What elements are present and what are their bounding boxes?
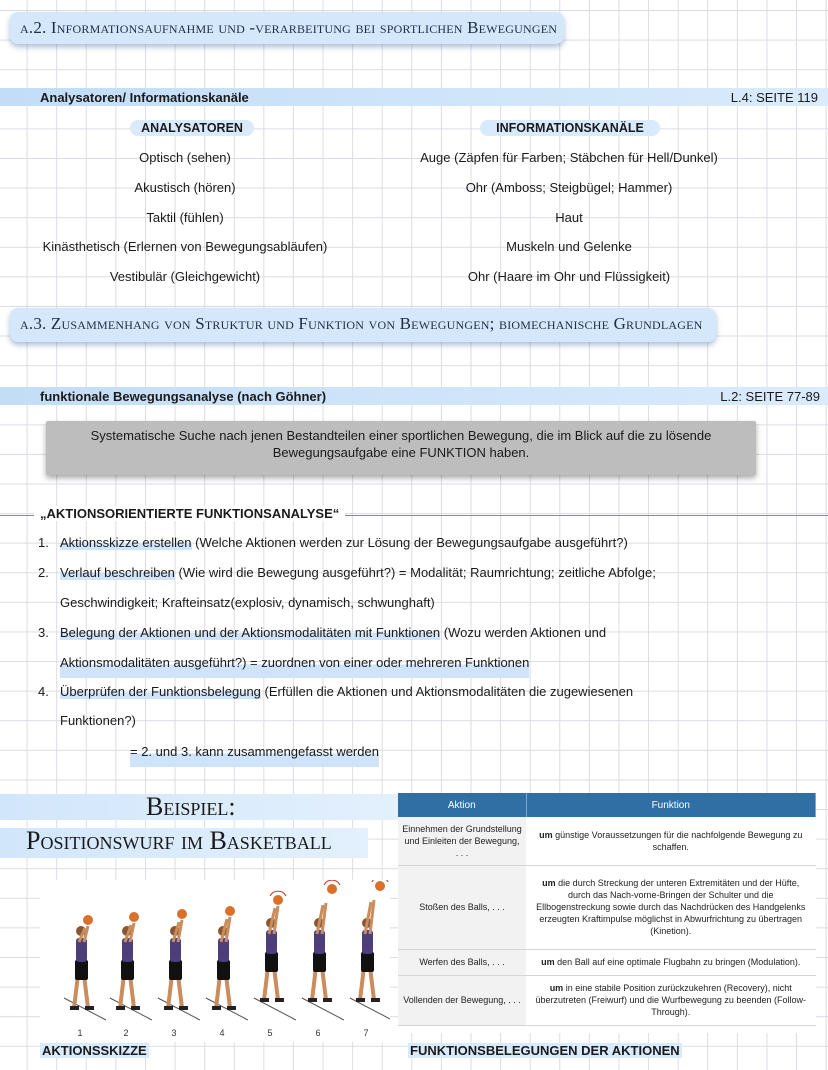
funktion-text: die durch Streckung der unteren Extremitäten und der Hüfte, durch das Nach-vorne-Bringen der Schulter und die Ellbogenstreckung sowie durch das Nachdrücken des Handgelenks erzeugten Kraftimpulse möglichst in Abwurfrichtung zu übertragen (Kinetion). xyxy=(536,878,806,936)
figure-number: 4 xyxy=(219,1028,225,1038)
kanal-cell: Ohr (Amboss; Steigbügel; Hammer) xyxy=(465,180,673,195)
analysatoren-header: ANALYSATOREN xyxy=(130,120,254,136)
shoe xyxy=(260,998,269,1002)
basketball xyxy=(327,884,337,894)
shorts xyxy=(217,960,230,980)
player-figure xyxy=(158,909,200,1020)
step-text: (Welche Aktionen werden zur Lösung der Bewegungsaufgabe ausgeführt?) xyxy=(191,535,628,550)
shoe xyxy=(371,998,380,1002)
basketball xyxy=(129,912,139,922)
list-item-continued: Aktionsmodalitäten ausgeführt?) = zuordnen von einer oder mehreren Funktionen xyxy=(60,648,529,678)
step-highlight: Aktionsskizze erstellen xyxy=(60,535,192,550)
list-number: 2. xyxy=(38,565,49,580)
figure-number: 3 xyxy=(171,1028,177,1038)
shoe xyxy=(164,1006,173,1010)
section-a3-title: a.3. Zusammenhang von Struktur und Funktion von Bewegungen; biomechanische Grundlagen xyxy=(10,308,716,342)
funktionsbelegung-table xyxy=(398,793,816,1026)
example-subtitle: Positionswurf im Basketball xyxy=(26,826,332,855)
figure-number: 2 xyxy=(123,1028,129,1038)
um-keyword: um xyxy=(541,957,555,967)
shoe xyxy=(131,1006,140,1010)
funktion-cell xyxy=(526,975,816,1025)
shoe xyxy=(212,1006,221,1010)
basketball xyxy=(225,906,235,916)
shorts xyxy=(169,960,182,980)
list-item xyxy=(38,677,633,707)
table-header-funktion: Funktion xyxy=(526,793,816,817)
shoe xyxy=(116,1006,125,1010)
step-text: (Erfüllen die Aktionen und Aktionsmodalitäten die zugewiesenen xyxy=(260,684,634,699)
funktion-text: den Ball auf eine optimale Flugbahn zu bringen (Modulation). xyxy=(554,957,801,967)
table-row xyxy=(398,949,816,975)
analysator-cell: Vestibulär (Gleichgewicht) xyxy=(109,269,261,284)
funktionsbelegung-table-wrap xyxy=(398,793,816,1033)
funktion-cell xyxy=(526,865,816,949)
basketball xyxy=(375,881,385,891)
list-number: 1. xyxy=(38,535,49,550)
player-figure xyxy=(302,880,344,1020)
player-figure xyxy=(350,880,390,1020)
player-figure xyxy=(110,912,152,1020)
analysator-cell: Taktil (fühlen) xyxy=(146,210,224,225)
list-item-continued: Funktionen?) xyxy=(60,713,136,728)
basketball xyxy=(83,915,93,925)
funktion-cell xyxy=(526,817,816,865)
shoe xyxy=(308,998,317,1002)
shorts xyxy=(313,952,326,972)
shorts xyxy=(75,960,88,980)
um-keyword: um xyxy=(549,983,564,993)
shoe xyxy=(85,1006,94,1010)
figure-number: 1 xyxy=(77,1028,83,1038)
funktion-cell xyxy=(526,949,816,975)
funktion-text: günstige Voraussetzungen für die nachfolgende Bewegung zu schaffen. xyxy=(552,829,803,852)
table-row xyxy=(398,817,816,865)
shorts xyxy=(265,952,278,972)
kanal-cell: Ohr (Haare im Ohr und Flüssigkeit) xyxy=(467,269,671,284)
aktion-cell: Stoßen des Balls, . . . xyxy=(398,865,526,949)
aktion-cell: Vollenden der Bewegung, . . . xyxy=(398,975,526,1025)
bewegungsanalyse-label: funktionale Bewegungsanalyse (nach Göhner) xyxy=(40,389,327,404)
figure-number: 6 xyxy=(315,1028,321,1038)
kanal-cell: Muskeln und Gelenke xyxy=(506,239,632,254)
analysatoren-label: Analysatoren/ Informationskanäle xyxy=(40,90,249,105)
analysator-cell: Kinästhetisch (Erlernen von Bewegungsabläufen) xyxy=(42,239,328,254)
funktionsbelegung-caption: FUNKTIONSBELEGUNGEN DER AKTIONEN xyxy=(410,1043,680,1058)
shoe xyxy=(275,998,284,1002)
um-keyword: um xyxy=(542,878,556,888)
basketball xyxy=(177,909,187,919)
player-figure xyxy=(64,915,106,1020)
definition-box: Systematische Suche nach jenen Bestandteilen einer sportlichen Bewegung, die im Blick auf die zu lösende Bewegungsaufgabe eine FUNKTION haben. xyxy=(46,421,756,475)
list-item-continued: Geschwindigkeit; Krafteinsatz(explosiv, dynamisch, schwunghaft) xyxy=(60,595,435,610)
list-item xyxy=(38,618,606,648)
player-figure xyxy=(254,891,296,1020)
section-a2-title: a.2. Informationsaufnahme und -verarbeitung bei sportlichen Bewegungen xyxy=(10,12,564,44)
list-item xyxy=(38,558,656,588)
aktion-cell: Einnehmen der Grundstellung und Einleiten der Bewegung, . . . xyxy=(398,817,526,865)
aktionsskizze-figure xyxy=(40,880,390,1042)
figure-number: 5 xyxy=(267,1028,273,1038)
shorts xyxy=(361,952,374,972)
step-text: (Wozu werden Aktionen und xyxy=(440,625,607,640)
aktion-cell: Werfen des Balls, . . . xyxy=(398,949,526,975)
step-text: (Wie wird die Bewegung ausgeführt?) = Modalität; Raumrichtung; zeitliche Abfolge; xyxy=(174,565,656,580)
list-item xyxy=(38,528,628,558)
step-highlight: Verlauf beschreiben xyxy=(60,565,175,580)
table-row xyxy=(398,975,816,1025)
list-number: 4. xyxy=(38,684,49,699)
shorts xyxy=(121,960,134,980)
kanal-cell: Auge (Zäpfen für Farben; Stäbchen für Hell/Dunkel) xyxy=(420,150,718,165)
funktion-text: in eine stabile Position zurückzukehren (Recovery), nicht überzutreten (Freiwurf) und die Wurfbewegung zu beenden (Follow-Through). xyxy=(535,983,806,1017)
step-highlight: Belegung der Aktionen und der Aktionsmodalitäten mit Funktionen xyxy=(60,625,441,640)
table-header-aktion: Aktion xyxy=(398,793,526,817)
shoe xyxy=(356,998,365,1002)
player-figure xyxy=(206,906,248,1020)
funktionsanalyse-title: „AKTIONSORIENTIERTE FUNKTIONSANALYSE“ xyxy=(34,506,345,521)
a2-page-ref: L.4: SEITE 119 xyxy=(730,90,818,105)
um-keyword: um xyxy=(539,829,553,840)
list-number: 3. xyxy=(38,625,49,640)
kanal-cell: Haut xyxy=(555,210,583,225)
analysator-cell: Optisch (sehen) xyxy=(139,150,231,165)
a3-page-ref: L.2: SEITE 77-89 xyxy=(720,389,820,404)
informationskanaele-header: INFORMATIONSKANÄLE xyxy=(480,120,660,136)
table-row xyxy=(398,865,816,949)
figure-number: 7 xyxy=(363,1028,369,1038)
shoe xyxy=(179,1006,188,1010)
summary-note: = 2. und 3. kann zusammengefasst werden xyxy=(130,737,379,767)
shoe xyxy=(227,1006,236,1010)
step-highlight: Überprüfen der Funktionsbelegung xyxy=(60,684,261,699)
basketball-sequence-illustration xyxy=(40,880,390,1042)
example-title: Beispiel: xyxy=(146,792,236,821)
shoe xyxy=(70,1006,79,1010)
aktionsskizze-caption: AKTIONSSKIZZE xyxy=(42,1043,147,1058)
basketball xyxy=(273,895,283,905)
analysator-cell: Akustisch (hören) xyxy=(134,180,236,195)
shoe xyxy=(323,998,332,1002)
